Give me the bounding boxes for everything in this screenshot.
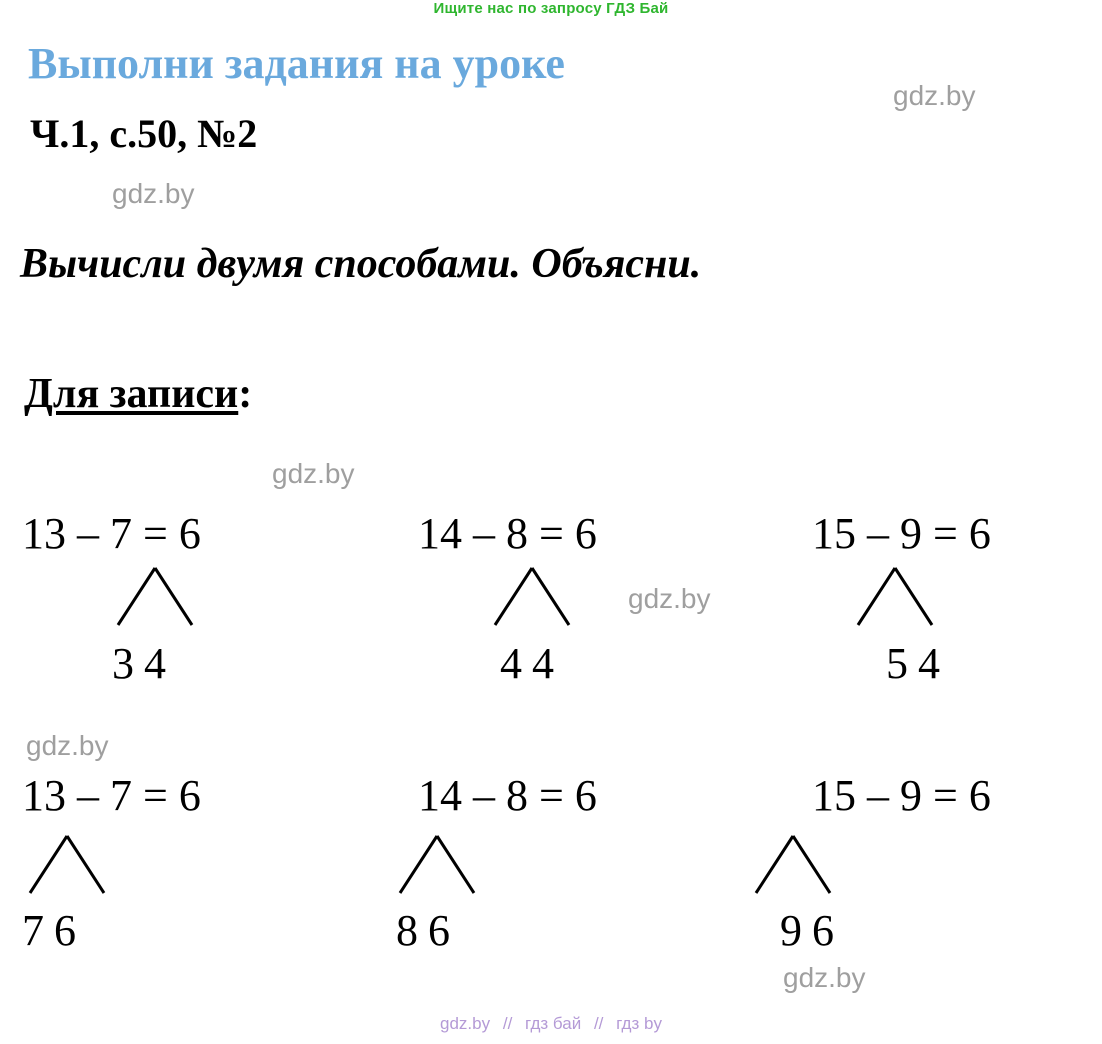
branch-lines-icon — [850, 565, 940, 630]
page-subtitle: Ч.1, с.50, №2 — [30, 111, 258, 156]
footer-watermark — [0, 1014, 1102, 1034]
equation: 15 – 9 = 6 — [812, 509, 991, 558]
footer-part-2: гдз бай — [525, 1014, 582, 1033]
branch-lines-icon — [748, 833, 838, 898]
decomposition-parts — [780, 905, 844, 956]
branch-lines-icon — [22, 833, 112, 898]
decomposition-parts — [112, 638, 176, 689]
watermark: gdz.by — [893, 80, 976, 111]
branch-lines-icon — [487, 565, 577, 630]
section-label-text: Для записи — [24, 371, 239, 417]
part-left: 4 — [500, 639, 532, 688]
part-right: 4 — [918, 639, 950, 688]
branch-lines-icon — [392, 833, 482, 898]
watermark: gdz.by — [272, 458, 355, 489]
equation: 14 – 8 = 6 — [418, 771, 597, 820]
equation: 14 – 8 = 6 — [418, 509, 597, 558]
watermark: gdz.by — [112, 178, 195, 209]
promo-banner: Ищите нас по запросу ГДЗ Бай — [433, 0, 669, 17]
footer-separator-2: // — [593, 1014, 604, 1033]
branch-lines-icon — [110, 565, 200, 630]
part-left: 9 — [780, 906, 812, 955]
footer-part-3: гдз by — [616, 1014, 662, 1033]
decomposition-parts — [396, 905, 460, 956]
decomposition-parts — [886, 638, 950, 689]
equation: 13 – 7 = 6 — [22, 509, 201, 558]
task-instruction: Вычисли двумя способами. Объясни. — [20, 241, 702, 287]
footer-separator-1: // — [502, 1014, 513, 1033]
footer-part-1: gdz.by — [440, 1014, 491, 1033]
part-left: 7 — [22, 906, 54, 955]
watermark: gdz.by — [628, 583, 711, 614]
equation: 15 – 9 = 6 — [812, 771, 991, 820]
decomposition-parts — [500, 638, 564, 689]
section-label — [24, 370, 252, 418]
watermark: gdz.by — [783, 962, 866, 993]
page-title: Выполни задания на уроке — [28, 39, 565, 88]
part-right: 6 — [428, 906, 460, 955]
part-left: 8 — [396, 906, 428, 955]
part-right: 6 — [812, 906, 844, 955]
part-right: 4 — [144, 639, 176, 688]
part-left: 3 — [112, 639, 144, 688]
section-label-colon: : — [238, 371, 253, 417]
watermark: gdz.by — [26, 730, 109, 761]
part-right: 6 — [54, 906, 86, 955]
part-right: 4 — [532, 639, 564, 688]
decomposition-parts — [22, 905, 86, 956]
equation: 13 – 7 = 6 — [22, 771, 201, 820]
part-left: 5 — [886, 639, 918, 688]
